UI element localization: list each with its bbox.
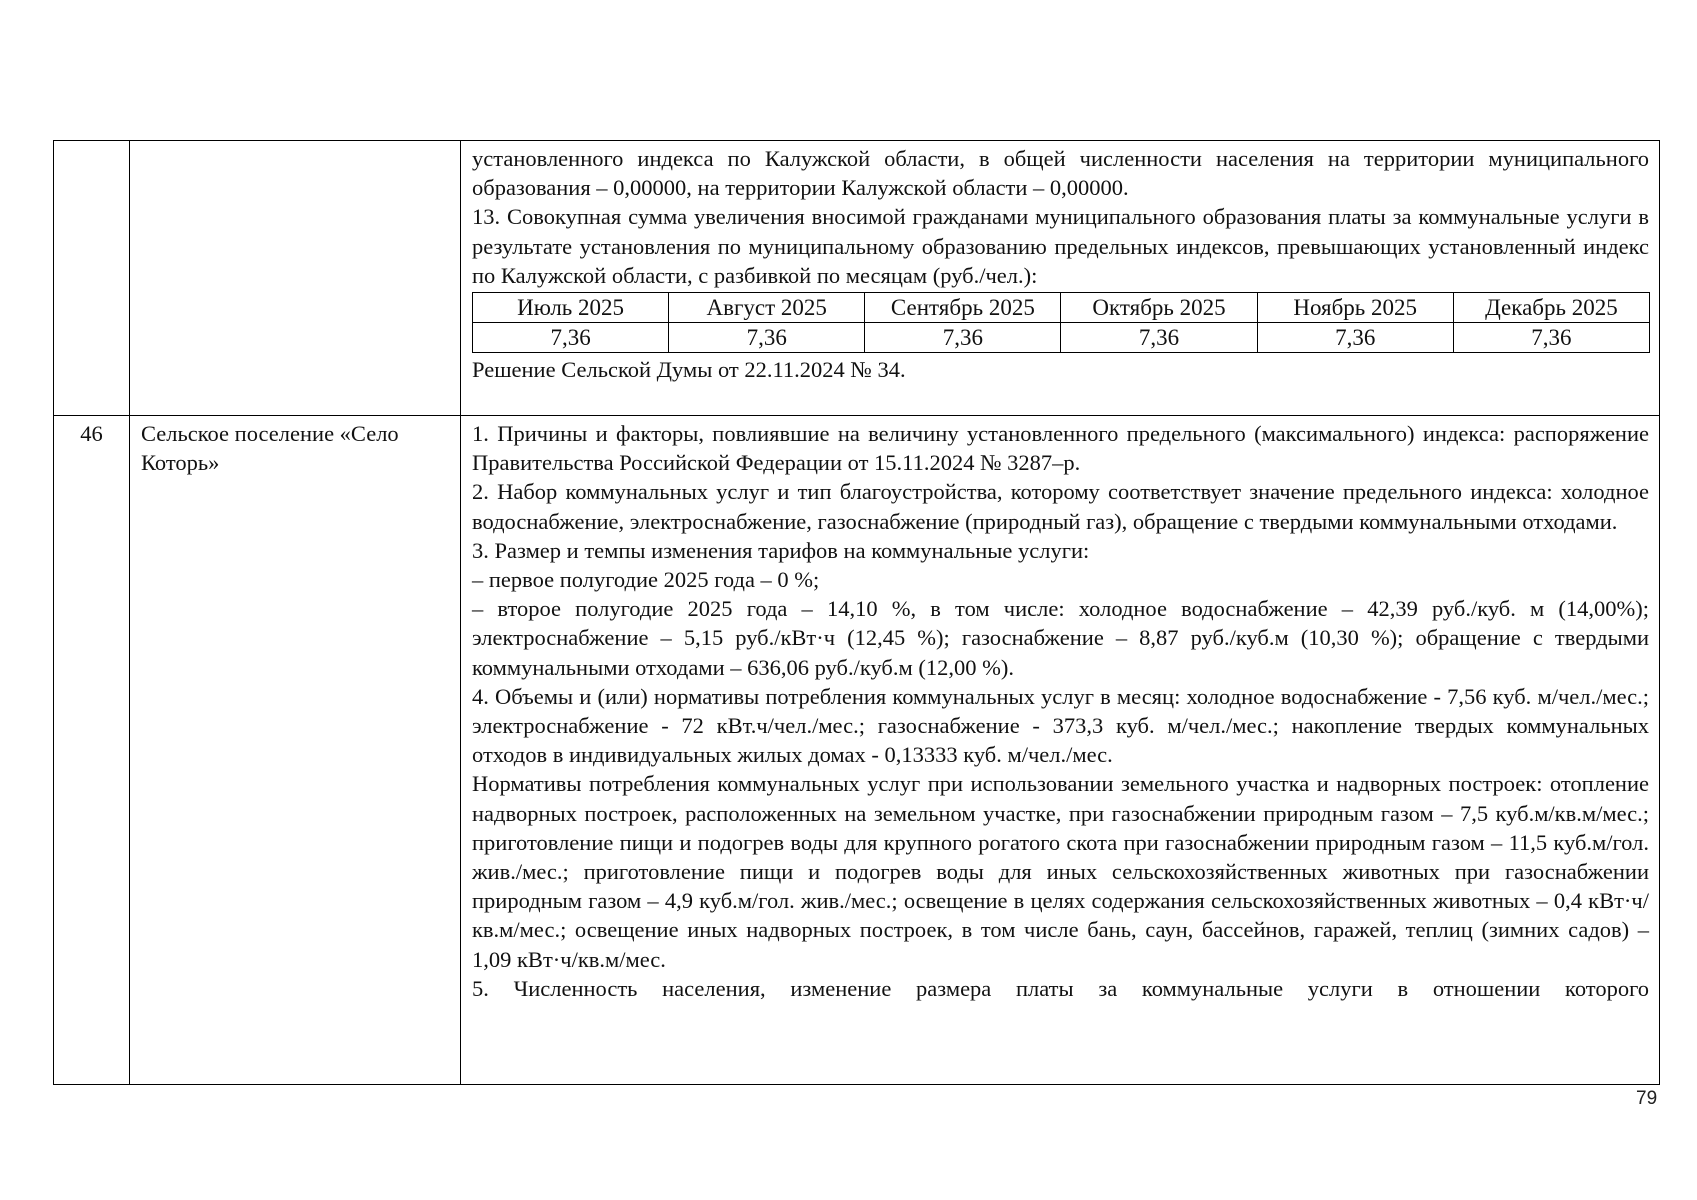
paragraph-1: 1. Причины и факторы, повлиявшие на величину установленного предельного (максимального) индекса: распоряжение Правительства Российской Федерации от 15.11.2024 № 3287–р.: [472, 421, 1649, 476]
description-cell: [461, 416, 1660, 1085]
months-header-row: [473, 293, 1650, 323]
month-header: Июль 2025: [473, 293, 669, 323]
month-header: Август 2025: [669, 293, 865, 323]
table-row: [54, 141, 1660, 416]
paragraph-5: 5. Численность населения, изменение размера платы за коммунальные услуги в отношении которого: [472, 975, 1649, 1001]
page-number: 79: [1636, 1088, 1658, 1109]
table-row: [54, 416, 1660, 1085]
decision-reference: Решение Сельской Думы от 22.11.2024 № 34.: [472, 357, 906, 383]
paragraph-3-first-half: – первое полугодие 2025 года – 0 %;: [472, 567, 820, 593]
month-value: 7,36: [669, 323, 865, 353]
paragraph-3: 3. Размер и темпы изменения тарифов на коммунальные услуги:: [472, 537, 1090, 563]
month-header: Октябрь 2025: [1061, 293, 1257, 323]
month-value: 7,36: [473, 323, 669, 353]
row-number-cell: 46: [54, 416, 130, 1085]
document-table: [53, 140, 1660, 1085]
paragraph-13: 13. Совокупная сумма увеличения вносимой гражданами муниципального образования платы за коммунальные услуги в результате установления по муниципальному образованию предельных индексов, превышающих установленный индекс по Калужской области, с разбивкой по месяцам (руб./чел.):: [472, 204, 1649, 288]
month-value: 7,36: [865, 323, 1061, 353]
month-header: Декабрь 2025: [1453, 293, 1649, 323]
settlement-name-cell: [130, 141, 461, 416]
settlement-name-cell: Сельское поселение «Село Которь»: [130, 416, 461, 1085]
paragraph-4: 4. Объемы и (или) нормативы потребления коммунальных услуг в месяц: холодное водоснабжение - 7,56 куб. м/чел./мес.; электроснабжение - 72 кВт.ч/чел./мес.; газоснабжение - 373,3 куб. м/чел./мес.; накопление твердых коммунальных отходов в индивидуальных жилых домах - 0,13333 куб. м/чел./мес.: [472, 683, 1649, 768]
row-number-cell: [54, 141, 130, 416]
paragraph-2: 2. Набор коммунальных услуг и тип благоустройства, которому соответствует значение предельного индекса: холодное водоснабжение, электроснабжение, газоснабжение (природный газ), обращение с твердыми коммунальными отходами.: [472, 479, 1649, 534]
paragraph-continued-index: установленного индекса по Калужской области, в общей численности населения на территории муниципального образования – 0,00000, на территории Калужской области – 0,00000.: [472, 146, 1649, 201]
description-cell: [461, 141, 1660, 416]
month-header: Сентябрь 2025: [865, 293, 1061, 323]
month-header: Ноябрь 2025: [1257, 293, 1453, 323]
month-value: 7,36: [1257, 323, 1453, 353]
month-value: 7,36: [1453, 323, 1649, 353]
month-value: 7,36: [1061, 323, 1257, 353]
months-values-row: [473, 323, 1650, 353]
monthly-amounts-table: [472, 292, 1650, 353]
paragraph-4-norms: Нормативы потребления коммунальных услуг при использовании земельного участка и надворных построек: отопление надворных построек, расположенных на земельном участке, при газоснабжении природным газом – 7,5 куб.м/кв.м/мес.; приготовление пищи и подогрев воды для крупного рогатого скота при газоснабжении природным газом – 11,5 куб.м/гол. жив./мес.; приготовление пищи и подогрев воды для иных сельскохозяйственных животных при газоснабжении природным газом – 4,9 куб.м/гол. жив./мес.; освещение в целях содержания сельскохозяйственных животных – 0,4 кВт·ч/кв.м/мес.; освещение иных надворных построек, в том числе бань, саун, бассейнов, гаражей, теплиц (зимних садов) – 1,09 кВт·ч/кв.м/мес.: [472, 771, 1649, 972]
paragraph-3-second-half: – второе полугодие 2025 года – 14,10 %, в том числе: холодное водоснабжение – 42,39 руб./куб. м (14,00%); электроснабжение – 5,15 руб./кВт·ч (12,45 %); газоснабжение – 8,87 руб./куб.м (10,30 %); обращение с твердыми коммунальными отходами – 636,06 руб./куб.м (12,00 %).: [472, 596, 1649, 680]
